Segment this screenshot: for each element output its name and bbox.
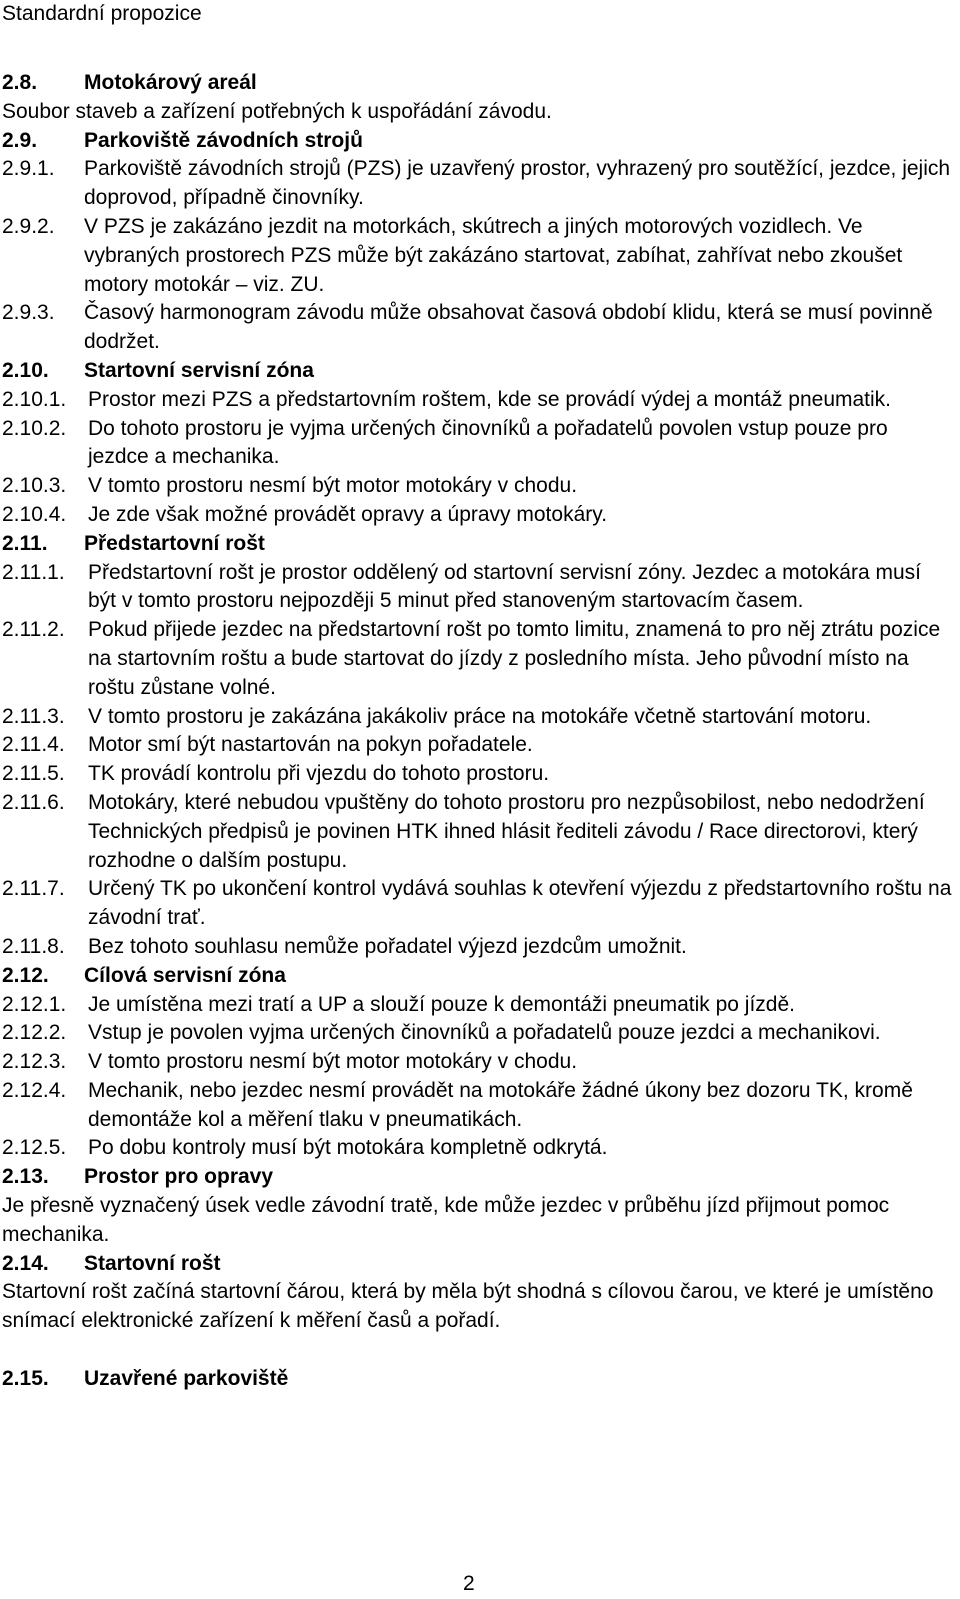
blank-line — [2, 1336, 952, 1365]
numbered-item — [2, 386, 952, 415]
numbered-item — [2, 415, 952, 473]
heading-text: Prostor pro opravy — [84, 1165, 274, 1189]
numbered-item — [2, 559, 952, 617]
item-number: 2.11.8. — [2, 934, 65, 958]
page-number: 2 — [463, 1572, 475, 1595]
item-text: Po dobu kontroly musí být motokára kompletně odkrytá. — [88, 1136, 608, 1160]
item-number: 2.10.3. — [2, 474, 67, 498]
section-heading — [2, 962, 952, 991]
heading-text: Parkoviště závodních strojů — [84, 128, 363, 152]
item-number: 2.11. — [2, 531, 48, 555]
numbered-item — [2, 1019, 952, 1048]
item-number: 2.11.1. — [2, 560, 65, 584]
heading-text: Předstartovní rošt — [84, 531, 265, 555]
heading-text: Uzavřené parkoviště — [84, 1366, 289, 1390]
numbered-item — [2, 991, 952, 1020]
section-heading — [2, 1250, 952, 1279]
paragraph: Startovní rošt začíná startovní čárou, která by měla být shodná s cílovou čarou, ve které je umístěno snímací elektronické zařízení k měření časů a pořadí. — [2, 1280, 934, 1333]
item-number: 2.12.4. — [2, 1078, 67, 1102]
item-number: 2.10. — [2, 358, 49, 382]
item-number: 2.12.2. — [2, 1021, 67, 1045]
numbered-item — [2, 299, 952, 357]
item-number: 2.12.5. — [2, 1136, 67, 1160]
item-text: Do tohoto prostoru je vyjma určených činovníků a pořadatelů povolen vstup pouze pro jezdce a mechanika. — [88, 416, 888, 469]
numbered-item — [2, 760, 952, 789]
numbered-item — [2, 155, 952, 213]
numbered-item — [2, 933, 952, 962]
item-number: 2.12. — [2, 963, 49, 987]
item-number: 2.10.4. — [2, 502, 67, 526]
item-text: V tomto prostoru nesmí být motor motokáry v chodu. — [88, 474, 578, 498]
numbered-item — [2, 789, 952, 875]
item-number: 2.11.3. — [2, 704, 65, 728]
heading-text: Cílová servisní zóna — [84, 963, 286, 987]
item-text: Vstup je povolen vyjma určených činovníků a pořadatelů pouze jezdci a mechanikovi. — [88, 1021, 881, 1045]
item-text: Motokáry, které nebudou vpuštěny do tohoto prostoru pro nezpůsobilost, nebo nedodržení Technických předpisů je povinen HTK ihned hlásit řediteli závodu / Race directorovi, který rozhodne o dalším postupu. — [88, 790, 925, 872]
item-number: 2.10.2. — [2, 416, 67, 440]
item-text: V PZS je zakázáno jezdit na motorkách, skútrech a jiných motorových vozidlech. Ve vybraných prostorech PZS může být zakázáno startovat, zabíhat, zahřívat nebo zkoušet motory motokár – viz. ZU. — [84, 214, 903, 296]
page-header: Standardní propozice — [2, 2, 202, 25]
section-heading — [2, 69, 952, 98]
numbered-item — [2, 1134, 952, 1163]
item-number: 2.8. — [2, 71, 38, 94]
heading-text: Motokárový areál — [84, 71, 257, 94]
item-text: Časový harmonogram závodu může obsahovat časová období klidu, která se musí povinně dodržet. — [84, 301, 933, 354]
item-number: 2.11.2. — [2, 618, 65, 642]
item-number: 2.15. — [2, 1366, 49, 1390]
item-text: V tomto prostoru nesmí být motor motokáry v chodu. — [88, 1050, 578, 1074]
item-text: Předstartovní rošt je prostor oddělený od startovní servisní zóny. Jezdec a motokára musí být v tomto prostoru nejpozději 5 minut před stanoveným startovacím časem. — [88, 560, 921, 613]
numbered-item — [2, 1048, 952, 1077]
item-text: TK provádí kontrolu při vjezdu do tohoto prostoru. — [88, 762, 550, 786]
item-number: 2.11.7. — [2, 877, 65, 901]
item-number: 2.13. — [2, 1165, 49, 1189]
item-text: Bez tohoto souhlasu nemůže pořadatel výjezd jezdcům umožnit. — [88, 934, 687, 958]
item-text: Prostor mezi PZS a předstartovním roštem, kde se provádí výdej a montáž pneumatik. — [88, 387, 892, 411]
item-number: 2.9.3. — [2, 301, 55, 325]
heading-text: Startovní rošt — [84, 1251, 221, 1275]
numbered-item — [2, 731, 952, 760]
item-number: 2.11.5. — [2, 762, 65, 786]
item-number: 2.12.1. — [2, 992, 67, 1016]
numbered-item — [2, 875, 952, 933]
item-number: 2.11.4. — [2, 733, 65, 757]
item-number: 2.9.2. — [2, 214, 55, 238]
section-heading — [2, 530, 952, 559]
numbered-item — [2, 703, 952, 732]
item-text: Je zde však možné provádět opravy a úpravy motokáry. — [88, 502, 608, 526]
numbered-item — [2, 472, 952, 501]
item-text: Mechanik, nebo jezdec nesmí provádět na motokáře žádné úkony bez dozoru TK, kromě demontáže kol a měření tlaku v pneumatikách. — [88, 1078, 913, 1131]
item-number: 2.10.1. — [2, 387, 67, 411]
item-number: 2.14. — [2, 1251, 49, 1275]
item-text: Parkoviště závodních strojů (PZS) je uzavřený prostor, vyhrazený pro soutěžící, jezdce, jejich doprovod, případně činovníky. — [84, 157, 951, 210]
section-heading — [2, 1163, 952, 1192]
item-text: V tomto prostoru je zakázána jakákoliv práce na motokáře včetně startování motoru. — [88, 704, 872, 728]
item-text: Je umístěna mezi tratí a UP a slouží pouze k demontáži pneumatik po jízdě. — [88, 992, 795, 1016]
item-text: Určený TK po ukončení kontrol vydává souhlas k otevření výjezdu z předstartovního roštu na závodní trať. — [88, 877, 952, 930]
numbered-item — [2, 616, 952, 702]
numbered-item — [2, 501, 952, 530]
section-heading — [2, 127, 952, 156]
item-number: 2.9.1. — [2, 157, 55, 181]
document-body — [2, 69, 952, 1394]
item-number: 2.12.3. — [2, 1050, 67, 1074]
section-heading — [2, 1365, 952, 1394]
paragraph: Je přesně vyznačený úsek vedle závodní tratě, kde může jezdec v průběhu jízd přijmout pomoc mechanika. — [2, 1194, 890, 1246]
item-text: Pokud přijede jezdec na předstartovní rošt po tomto limitu, znamená to pro něj ztrátu pozice na startovním roštu a bude startovat do jízdy z posledního místa. Jeho původní místo na roštu zůstane volné. — [88, 618, 941, 699]
item-number: 2.11.6. — [2, 790, 65, 814]
item-text: Motor smí být nastartován na pokyn pořadatele. — [88, 733, 533, 757]
heading-text: Startovní servisní zóna — [84, 358, 314, 382]
section-heading — [2, 357, 952, 386]
item-number: 2.9. — [2, 128, 38, 152]
numbered-item — [2, 213, 952, 299]
numbered-item — [2, 1077, 952, 1135]
paragraph: Soubor staveb a zařízení potřebných k uspořádání závodu. — [2, 99, 552, 123]
